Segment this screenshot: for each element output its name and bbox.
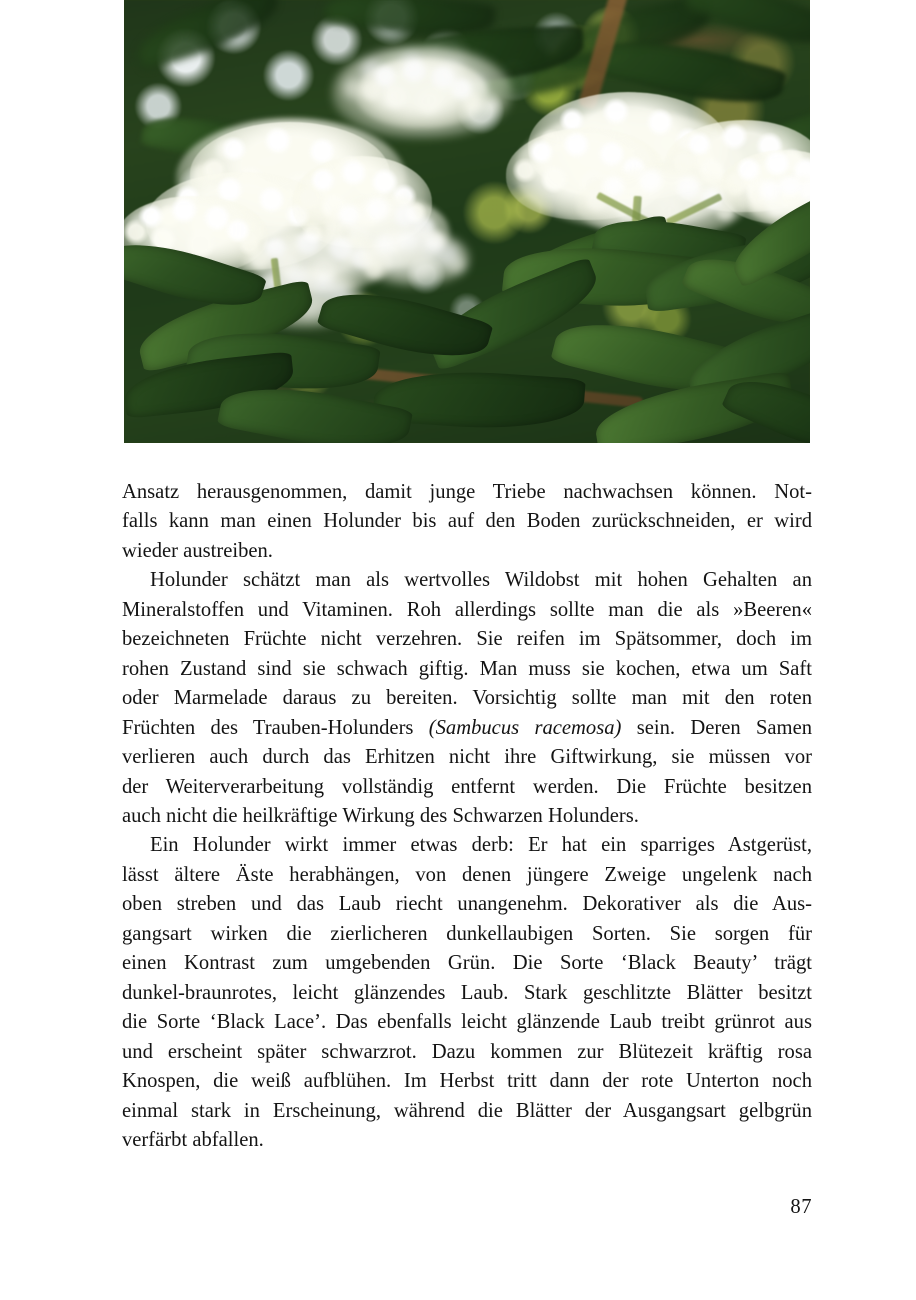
botanical-name: (Sambucus racemosa) [428,716,622,739]
page-number: 87 [790,1196,812,1218]
text-line: auch nicht die heilkräftige Wirkung des Schwarzen Holunders. [122,804,639,827]
flower-umbel [360,230,470,286]
text-line: die Sorte ‘Black Lace’. Das ebenfalls leicht glänzende Laub treibt grünrot aus [122,1011,812,1034]
text-line: Ansatz herausgenommen, damit junge Triebe nachwachsen können. Not- [122,481,812,503]
text-line: wieder austreiben. [122,539,273,562]
text-line: dunkel-braunrotes, leicht glänzendes Laub. Stark geschlitzte Blätter besitzt [122,981,812,1004]
text-line: oben streben und das Laub riecht unangenehm. Dekorativer als die Aus- [122,893,812,916]
paragraph-2 [122,566,812,831]
text-line: verlieren auch durch das Erhitzen nicht ihre Giftwirkung, sie müssen vor [122,746,812,769]
text-line: lässt ältere Äste herabhängen, von denen jüngere Zweige ungelenk nach [122,863,812,886]
paragraph-3 [122,831,812,1155]
text-line: gangsart wirken die zierlicheren dunkellaubigen Sorten. Sie sorgen für [122,922,812,945]
text-line: Knospen, die weiß aufblühen. Im Herbst tritt dann der rote Unterton noch [122,1070,812,1093]
text-line: rohen Zustand sind sie schwach giftig. Man muss sie kochen, etwa um Saft [122,657,812,680]
text-line: verfärbt abfallen. [122,1128,264,1151]
text-line: der Weiterverarbeitung vollständig entfernt werden. Die Früchte besitzen [122,775,812,798]
text-line: Holunder schätzt man als wertvolles Wildobst mit hohen Gehalten an [150,569,812,592]
text-line: bezeichneten Früchte nicht verzehren. Sie reifen im Spätsommer, doch im [122,628,812,651]
text-line-species: Früchten des Trauben-Holunders (Sambucus racemosa) sein. Deren Samen [122,716,813,739]
text-line: Ein Holunder wirkt immer etwas derb: Er hat ein sparriges Astgerüst, [150,834,812,857]
paragraph-1 [122,478,812,566]
text-line: und erscheint später schwarzrot. Dazu kommen zur Blütezeit kräftig rosa [122,1040,812,1063]
text-line: falls kann man einen Holunder bis auf den Boden zurückschneiden, er wird [122,510,812,533]
elderberry-photo [124,0,810,443]
body-text [122,478,812,1155]
text-line: oder Marmelade daraus zu bereiten. Vorsichtig sollte man mit den roten [122,687,812,710]
flower-umbel [356,58,488,128]
text-line: Mineralstoffen und Vitaminen. Roh allerdings sollte man die als »Beeren« [122,598,812,621]
text-line: einmal stark in Erscheinung, während die Blätter der Ausgangsart gelbgrün [122,1099,812,1122]
text-line: einen Kontrast zum umgebenden Grün. Die Sorte ‘Black Beauty’ trägt [122,952,812,975]
